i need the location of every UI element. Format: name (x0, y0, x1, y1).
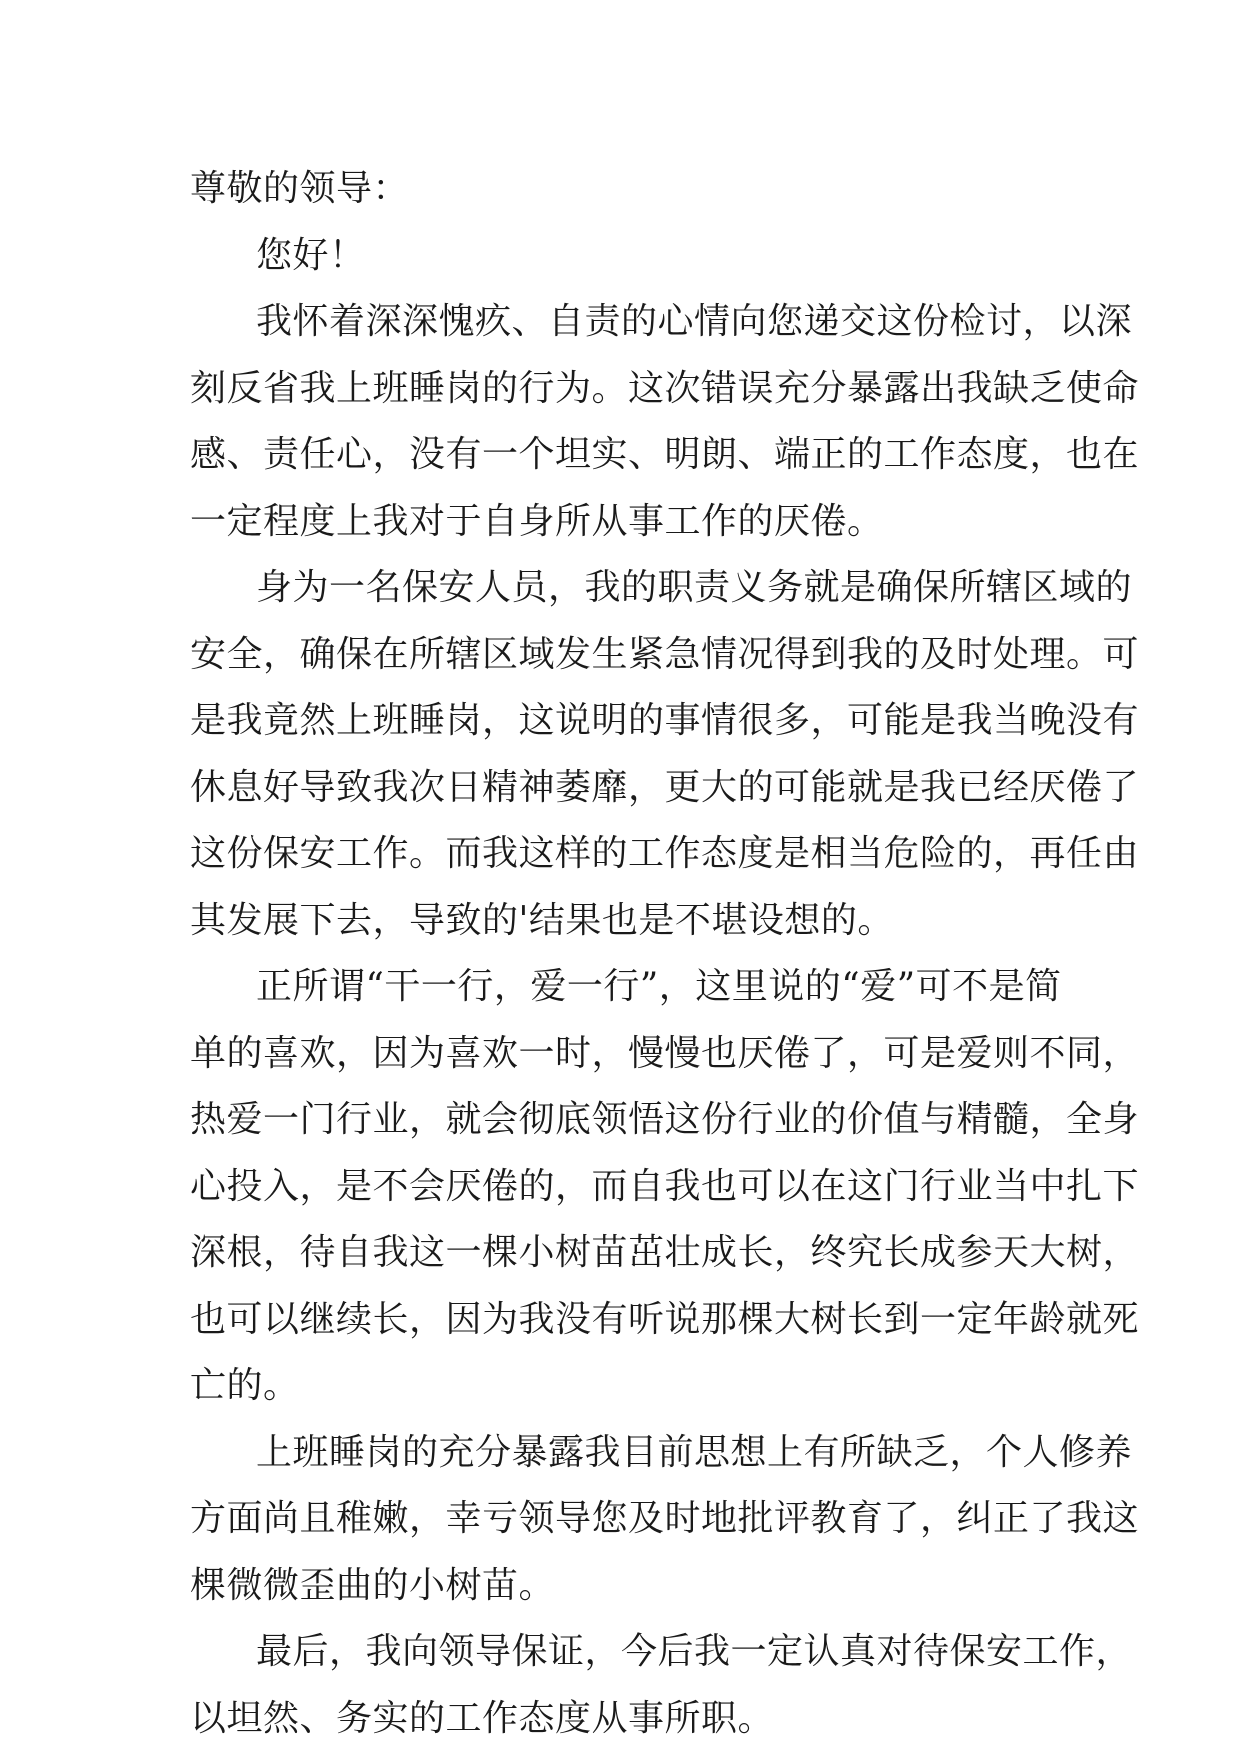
paragraph-line: 单的喜欢，因为喜欢一时，慢慢也厌倦了，可是爱则不同， (190, 1032, 1140, 1074)
paragraph-line: 其发展下去，导致的'结果也是不堪设想的。 (190, 899, 894, 941)
paragraph-2 (190, 555, 1140, 954)
paragraph-line: 我怀着深深愧疚、自责的心情向您递交这份检讨，以深 (256, 301, 1133, 342)
paragraph-line: 也可以继续长，因为我没有听说那棵大树长到一定年龄就死 (190, 1298, 1140, 1340)
salutation: 尊敬的领导： (190, 168, 410, 209)
paragraph-line: 感、责任心，没有一个坦实、明朗、端正的工作态度，也在 (190, 434, 1140, 475)
paragraph-line: 上班睡岗的充分暴露我目前思想上有所缺乏，个人修养 (256, 1431, 1133, 1473)
paragraph-line: 亡的。 (190, 1365, 300, 1406)
paragraph-line: 正所谓“干一行，爱一行”，这里说的“爱”可不是简 (256, 966, 1062, 1007)
paragraph-line: 最后，我向领导保证，今后我一定认真对待保安工作， (256, 1631, 1133, 1672)
paragraph-line: 深根，待自我这一棵小树苗茁壮成长，终究长成参天大树， (190, 1232, 1140, 1273)
paragraph-line: 热爱一门行业，就会彻底领悟这份行业的价值与精髓，全身 (190, 1099, 1140, 1140)
paragraph-line: 安全，确保在所辖区域发生紧急情况得到我的及时处理。可 (190, 633, 1140, 675)
paragraph-line: 身为一名保安人员，我的职责义务就是确保所辖区域的 (256, 567, 1133, 608)
paragraph-line: 这份保安工作。而我这样的工作态度是相当危险的，再任由 (190, 833, 1140, 874)
greeting: 您好！ (256, 234, 366, 276)
paragraph-3 (190, 954, 1140, 1420)
letter-document (190, 156, 1140, 1752)
paragraph-line: 心投入，是不会厌倦的，而自我也可以在这门行业当中扎下 (190, 1165, 1140, 1207)
paragraph-4 (190, 1420, 1140, 1620)
paragraph-line: 刻反省我上班睡岗的行为。这次错误充分暴露出我缺乏使命 (190, 367, 1140, 409)
paragraph-1 (190, 289, 1140, 555)
paragraph-line: 一定程度上我对于自身所从事工作的厌倦。 (190, 500, 884, 542)
paragraph-line: 是我竟然上班睡岗，这说明的事情很多，可能是我当晚没有 (190, 700, 1140, 741)
paragraph-line: 棵微微歪曲的小树苗。 (190, 1564, 556, 1606)
paragraph-5 (190, 1619, 1133, 1752)
paragraph-line: 方面尚且稚嫩，幸亏领导您及时地批评教育了，纠正了我这 (190, 1498, 1140, 1539)
paragraph-line: 休息好导致我次日精神萎靡，更大的可能就是我已经厌倦了 (190, 766, 1140, 808)
paragraph-line: 以坦然、务实的工作态度从事所职。 (190, 1697, 775, 1739)
